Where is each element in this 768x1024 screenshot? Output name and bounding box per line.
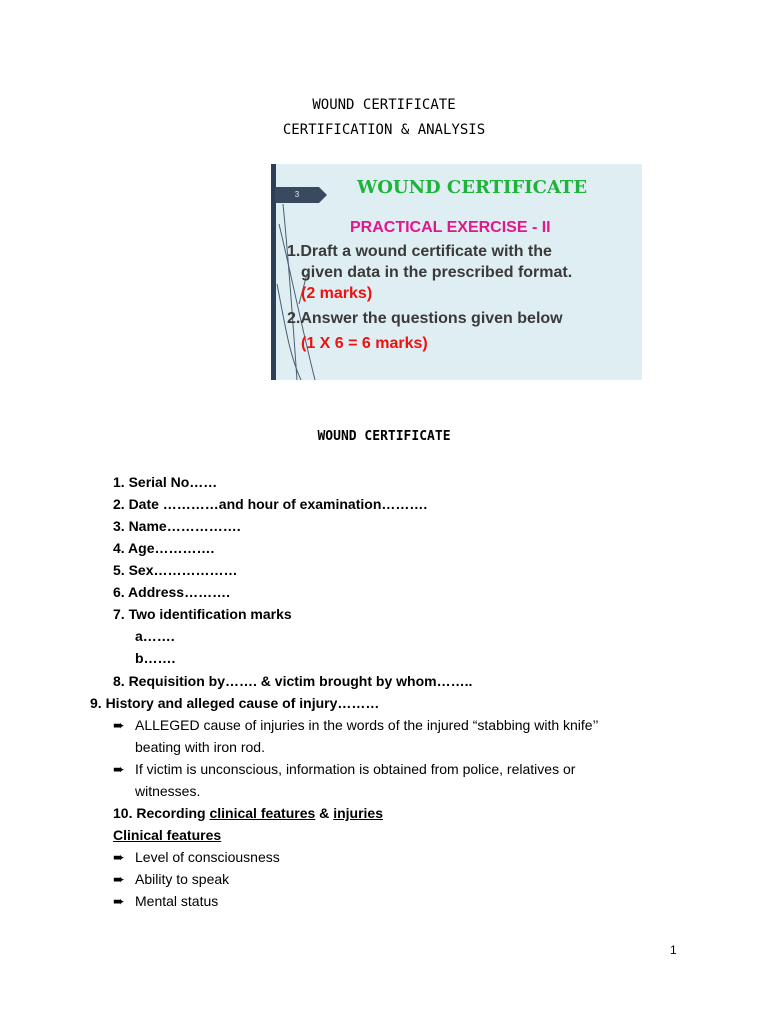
form-item-address: 6. Address……….	[113, 584, 230, 600]
clinical-bullet-mental: Mental status	[135, 893, 219, 909]
form-item-recording	[113, 805, 383, 821]
slide-subtitle: PRACTICAL EXERCISE - II	[350, 219, 551, 236]
form-item-history: 9. History and alleged cause of injury………	[90, 695, 380, 711]
form-item-date: 2. Date …………and hour of examination……….	[113, 496, 428, 512]
clinical-features-link: clinical features	[209, 805, 316, 821]
injuries-link: injuries	[333, 805, 383, 821]
slide-marks-2: (1 X 6 = 6 marks)	[301, 335, 428, 352]
slide-line-1: 1.Draft a wound certificate with the	[287, 243, 552, 260]
clinical-features-heading: Clinical features	[113, 827, 222, 843]
slide-title: WOUND CERTIFICATE	[357, 177, 588, 198]
form-item-age: 4. Age………….	[113, 540, 215, 556]
history-bullet-2: If victim is unconscious, information is obtained from police, relatives or	[135, 761, 576, 777]
slide-image	[271, 164, 642, 380]
arrow-bullet-icon: ➨	[113, 893, 125, 909]
slide-marks-1: (2 marks)	[301, 285, 373, 302]
history-bullet-2-cont: witnesses.	[135, 783, 201, 799]
form-item-sex: 5. Sex………………	[113, 562, 238, 578]
recording-prefix: 10. Recording	[113, 805, 210, 821]
recording-amp: &	[315, 805, 334, 821]
arrow-bullet-icon: ➨	[113, 717, 125, 733]
slide-line-2: given data in the prescribed format.	[301, 264, 573, 281]
form-item-name: 3. Name…………….	[113, 518, 241, 534]
clinical-bullet-speak: Ability to speak	[135, 871, 230, 887]
history-bullet-1-cont: beating with iron rod.	[135, 739, 265, 755]
page-number: 1	[670, 943, 677, 957]
form-item-mark-a: a…….	[135, 628, 175, 644]
history-bullet-1: ALLEGED cause of injuries in the words of the injured “stabbing with knife’’	[135, 717, 599, 733]
arrow-bullet-icon: ➨	[113, 871, 125, 887]
arrow-bullet-icon: ➨	[113, 761, 125, 777]
form-item-requisition: 8. Requisition by……. & victim brought by whom……..	[113, 673, 473, 689]
clinical-bullet-consciousness: Level of consciousness	[135, 849, 280, 865]
title-line-2: CERTIFICATION & ANALYSIS	[282, 122, 486, 138]
title-line-1: WOUND CERTIFICATE	[312, 97, 456, 113]
form-heading: WOUND CERTIFICATE	[317, 429, 451, 444]
arrow-bullet-icon: ➨	[113, 849, 125, 865]
form-item-identification: 7. Two identification marks	[113, 606, 292, 622]
slide-line-3: 2.Answer the questions given below	[287, 310, 563, 327]
form-item-mark-b: b…….	[135, 650, 176, 666]
form-item-serial: 1. Serial No……	[113, 474, 218, 490]
slide-number-tag: 3	[275, 187, 319, 203]
